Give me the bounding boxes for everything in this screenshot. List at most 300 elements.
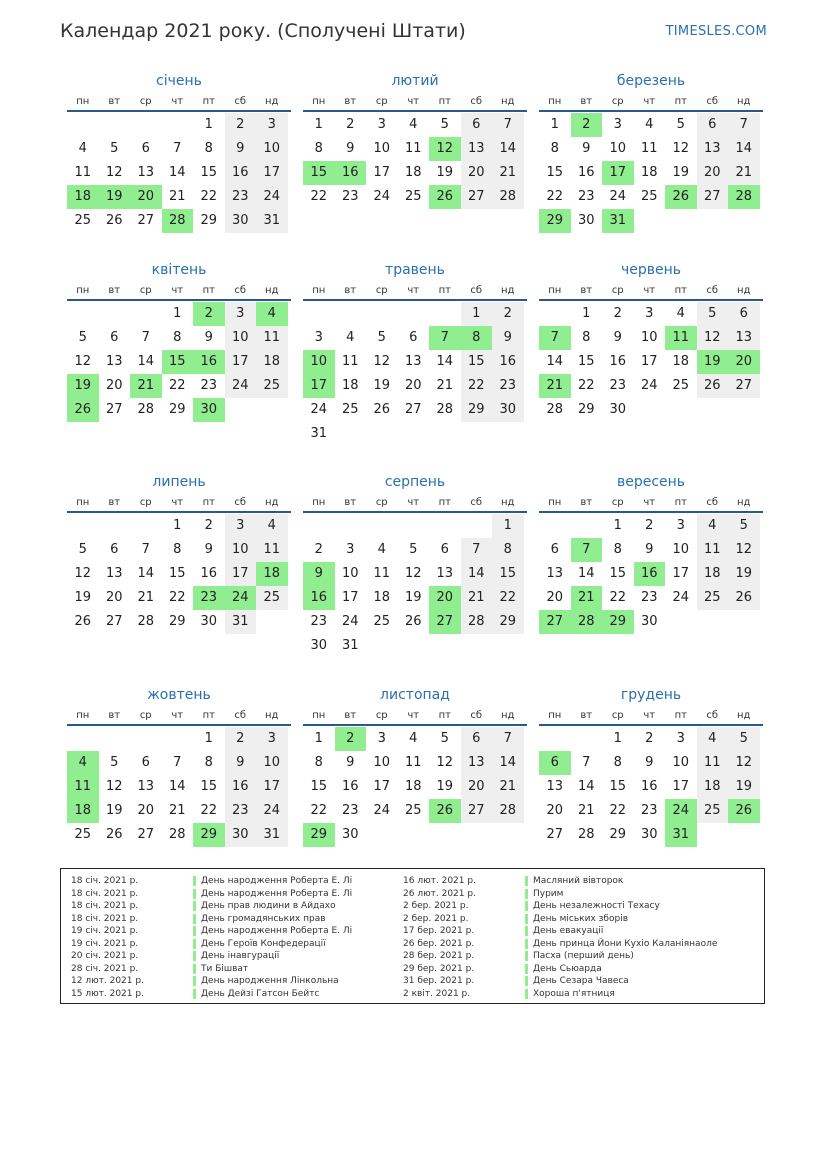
month-4: [67, 261, 291, 422]
empty-cell: [99, 113, 131, 137]
day: 29: [492, 610, 524, 634]
month-name: квітень: [151, 262, 207, 278]
weekday-label: ср: [139, 285, 152, 296]
day: 3: [676, 518, 685, 533]
legend-holiday-name: День Героїв Конфедерації: [201, 938, 326, 949]
day: 18: [640, 165, 658, 180]
day: 16: [341, 779, 359, 794]
empty-cell: [571, 514, 603, 538]
day: 19: [728, 775, 760, 799]
weekday-header: [303, 495, 527, 513]
day: 6: [461, 727, 493, 751]
holiday-legend: [60, 868, 765, 1004]
day: 1: [173, 306, 182, 321]
day: 14: [492, 137, 524, 161]
day: 27: [546, 827, 564, 842]
day: 6: [110, 330, 119, 345]
day: 19: [404, 590, 422, 605]
day: 20: [105, 378, 123, 393]
day: 27: [105, 402, 123, 417]
legend-marker: [525, 926, 528, 936]
day: 10: [225, 326, 257, 350]
weekday-label: сб: [470, 96, 483, 107]
weekday-label: нд: [501, 497, 515, 508]
weekday-label: сб: [706, 497, 719, 508]
day: 22: [546, 189, 564, 204]
day: 31: [225, 610, 257, 634]
empty-cell: [335, 302, 367, 326]
legend-date: 19 січ. 2021 р.: [71, 926, 139, 936]
day: 14: [577, 779, 595, 794]
legend-date: 2 квіт. 2021 р.: [403, 988, 471, 999]
holiday-day: 16: [634, 562, 666, 586]
day: 28: [137, 614, 155, 629]
holiday-day: 15: [162, 350, 194, 374]
day: 17: [672, 566, 690, 581]
weekday-label: нд: [737, 96, 751, 107]
day: 9: [645, 755, 654, 770]
legend-date: 15 лют. 2021 р.: [71, 988, 144, 999]
holiday-day: 21: [539, 374, 571, 398]
day: 30: [640, 827, 658, 842]
day: 11: [256, 538, 288, 562]
day: 24: [341, 614, 359, 629]
weekday-label: пн: [548, 497, 562, 508]
day: 18: [672, 354, 690, 369]
day: 16: [492, 350, 524, 374]
day: 3: [314, 330, 323, 345]
day: 20: [697, 161, 729, 185]
legend-marker: [525, 914, 528, 924]
legend-row: [403, 900, 717, 913]
legend-column-2: [403, 875, 717, 1000]
day: 15: [200, 779, 218, 794]
legend-date: 20 січ. 2021 р.: [71, 951, 139, 961]
day: 1: [492, 514, 524, 538]
day: 10: [672, 542, 690, 557]
day: 3: [645, 306, 654, 321]
day: 1: [613, 518, 622, 533]
day: 15: [546, 165, 564, 180]
day: 22: [310, 189, 328, 204]
day-grid: [303, 302, 527, 446]
day: 29: [577, 402, 595, 417]
day: 28: [436, 402, 454, 417]
day: 9: [204, 542, 213, 557]
day: 11: [341, 354, 359, 369]
day: 1: [204, 117, 213, 132]
day: 20: [404, 378, 422, 393]
day: 17: [373, 779, 391, 794]
legend-date: 26 лют. 2021 р.: [403, 888, 476, 899]
day: 16: [200, 566, 218, 581]
holiday-day: 18: [67, 799, 99, 823]
empty-cell: [303, 302, 335, 326]
legend-marker: [193, 901, 196, 911]
page-title: Календар 2021 року. (Сполучені Штати): [60, 20, 466, 42]
empty-cell: [67, 514, 99, 538]
day: 3: [225, 302, 257, 326]
empty-cell: [67, 113, 99, 137]
day: 26: [105, 827, 123, 842]
day: 23: [200, 378, 218, 393]
holiday-day: 19: [67, 374, 99, 398]
day: 5: [409, 542, 418, 557]
day: 16: [609, 354, 627, 369]
weekday-label: чт: [407, 497, 420, 508]
weekday-label: ср: [375, 710, 388, 721]
day: 6: [697, 113, 729, 137]
weekday-label: пт: [674, 710, 687, 721]
empty-cell: [539, 514, 571, 538]
legend-row: [403, 913, 717, 926]
day-grid: [67, 113, 291, 233]
day: 19: [436, 165, 454, 180]
legend-date: 16 лют. 2021 р.: [403, 876, 476, 886]
brand-link[interactable]: TIMESLES.COM: [665, 24, 767, 39]
day: 21: [577, 803, 595, 818]
day: 23: [640, 590, 658, 605]
day: 25: [373, 614, 391, 629]
month-6: [539, 261, 763, 422]
day: 5: [676, 117, 685, 132]
day: 14: [492, 751, 524, 775]
day: 10: [672, 755, 690, 770]
day: 7: [492, 727, 524, 751]
weekday-label: нд: [737, 497, 751, 508]
weekday-label: вт: [344, 497, 357, 508]
holiday-day: 27: [429, 610, 461, 634]
weekday-label: вт: [108, 497, 121, 508]
weekday-label: вт: [344, 710, 357, 721]
day: 26: [373, 402, 391, 417]
holiday-day: 7: [571, 538, 603, 562]
day: 2: [645, 518, 654, 533]
month-name: лютий: [391, 73, 439, 89]
day: 13: [461, 751, 493, 775]
day: 18: [341, 378, 359, 393]
day: 3: [676, 731, 685, 746]
day: 8: [582, 330, 591, 345]
legend-date: 26 бер. 2021 р.: [403, 938, 475, 949]
day: 16: [640, 779, 658, 794]
day: 14: [436, 354, 454, 369]
month-name: червень: [620, 262, 682, 278]
day: 1: [550, 117, 559, 132]
holiday-day: 4: [256, 302, 288, 326]
day: 2: [225, 113, 257, 137]
legend-holiday-name: Пурим: [533, 888, 564, 899]
day: 7: [141, 330, 150, 345]
month-8: [303, 473, 527, 658]
weekday-label: вт: [344, 285, 357, 296]
legend-marker: [525, 876, 528, 886]
day: 9: [204, 330, 213, 345]
holiday-day: 28: [571, 610, 603, 634]
empty-cell: [366, 514, 398, 538]
day: 13: [137, 165, 155, 180]
legend-row: [71, 938, 352, 951]
weekday-label: нд: [501, 285, 515, 296]
day: 30: [225, 209, 257, 233]
weekday-header: [67, 495, 291, 513]
day: 24: [256, 185, 288, 209]
day: 11: [404, 141, 422, 156]
day: 12: [105, 165, 123, 180]
legend-date: 12 лют. 2021 р.: [71, 976, 144, 986]
day-grid: [539, 727, 763, 847]
empty-cell: [162, 727, 194, 751]
month-10: [67, 686, 291, 847]
empty-cell: [539, 302, 571, 326]
day: 20: [461, 161, 493, 185]
weekday-label: пн: [76, 710, 90, 721]
day: 20: [546, 803, 564, 818]
day: 26: [105, 213, 123, 228]
day: 24: [640, 378, 658, 393]
weekday-header: [67, 283, 291, 301]
holiday-day: 30: [193, 398, 225, 422]
day: 9: [346, 141, 355, 156]
weekday-label: нд: [265, 285, 279, 296]
weekday-header: [303, 94, 527, 112]
weekday-label: нд: [737, 285, 751, 296]
day: 22: [609, 590, 627, 605]
legend-holiday-name: День евакуації: [533, 926, 604, 936]
legend-date: 28 бер. 2021 р.: [403, 951, 475, 961]
month-name: липень: [152, 474, 206, 490]
day: 14: [168, 165, 186, 180]
empty-cell: [130, 727, 162, 751]
legend-marker: [525, 939, 528, 949]
holiday-day: 9: [303, 562, 335, 586]
legend-row: [403, 925, 717, 938]
day: 29: [200, 213, 218, 228]
day: 13: [436, 566, 454, 581]
weekday-label: ср: [611, 710, 624, 721]
day: 28: [546, 402, 564, 417]
day-grid: [67, 302, 291, 422]
weekday-label: ср: [139, 96, 152, 107]
holiday-day: 15: [303, 161, 335, 185]
day: 18: [256, 350, 288, 374]
weekday-label: вт: [580, 96, 593, 107]
holiday-day: 20: [728, 350, 760, 374]
day: 4: [346, 330, 355, 345]
day: 8: [314, 755, 323, 770]
weekday-label: вт: [580, 497, 593, 508]
day: 5: [78, 330, 87, 345]
weekday-header: [67, 94, 291, 112]
weekday-label: нд: [265, 710, 279, 721]
day: 8: [173, 542, 182, 557]
day: 10: [256, 137, 288, 161]
day: 30: [609, 402, 627, 417]
holiday-day: 11: [665, 326, 697, 350]
day: 11: [697, 751, 729, 775]
legend-row: [71, 875, 352, 888]
legend-row: [71, 925, 352, 938]
legend-row: [71, 888, 352, 901]
weekday-label: сб: [234, 710, 247, 721]
holiday-day: 2: [571, 113, 603, 137]
day: 5: [377, 330, 386, 345]
day: 22: [609, 803, 627, 818]
day: 27: [137, 827, 155, 842]
day: 5: [78, 542, 87, 557]
weekday-label: пт: [674, 285, 687, 296]
day: 21: [492, 775, 524, 799]
holiday-day: 6: [539, 751, 571, 775]
day: 25: [640, 189, 658, 204]
empty-cell: [99, 727, 131, 751]
day: 27: [404, 402, 422, 417]
day: 6: [440, 542, 449, 557]
legend-date: 18 січ. 2021 р.: [71, 876, 139, 886]
day: 12: [74, 354, 92, 369]
day: 20: [461, 775, 493, 799]
weekday-label: нд: [501, 710, 515, 721]
legend-marker: [525, 889, 528, 899]
day: 14: [546, 354, 564, 369]
day: 15: [310, 779, 328, 794]
day: 22: [168, 378, 186, 393]
day: 21: [168, 803, 186, 818]
legend-date: 18 січ. 2021 р.: [71, 913, 139, 924]
legend-row: [71, 988, 352, 1001]
day: 8: [204, 755, 213, 770]
day: 13: [105, 354, 123, 369]
holiday-day: 29: [303, 823, 335, 847]
day: 13: [697, 137, 729, 161]
day: 16: [225, 775, 257, 799]
day: 1: [314, 117, 323, 132]
day: 12: [436, 755, 454, 770]
day: 20: [137, 803, 155, 818]
legend-date: 19 січ. 2021 р.: [71, 938, 139, 949]
holiday-day: 31: [665, 823, 697, 847]
weekday-label: пн: [312, 710, 326, 721]
day: 9: [582, 141, 591, 156]
weekday-label: пт: [202, 285, 215, 296]
day: 29: [168, 614, 186, 629]
day: 15: [168, 566, 186, 581]
weekday-label: пн: [312, 96, 326, 107]
weekday-header: [539, 283, 763, 301]
holiday-day: 26: [429, 185, 461, 209]
legend-holiday-name: День Сезара Чавеса: [533, 976, 629, 986]
day: 24: [310, 402, 328, 417]
weekday-label: ср: [375, 497, 388, 508]
holiday-day: 16: [193, 350, 225, 374]
legend-holiday-name: День принца Йони Кухіо Каланіянаоле: [533, 938, 718, 949]
legend-row: [71, 975, 352, 988]
day: 27: [137, 213, 155, 228]
empty-cell: [303, 514, 335, 538]
day: 11: [640, 141, 658, 156]
day: 15: [609, 779, 627, 794]
day: 22: [200, 189, 218, 204]
day: 18: [404, 165, 422, 180]
day: 17: [225, 350, 257, 374]
holiday-day: 19: [697, 350, 729, 374]
day: 25: [672, 378, 690, 393]
holiday-day: 7: [429, 326, 461, 350]
legend-holiday-name: День міських зборів: [533, 913, 628, 924]
holiday-day: 23: [193, 586, 225, 610]
day: 3: [377, 731, 386, 746]
day: 6: [110, 542, 119, 557]
day: 11: [373, 566, 391, 581]
holiday-day: 29: [539, 209, 571, 233]
month-3: [539, 72, 763, 233]
day: 23: [492, 374, 524, 398]
day: 12: [672, 141, 690, 156]
holiday-day: 10: [303, 350, 335, 374]
day: 19: [672, 165, 690, 180]
holiday-day: 28: [728, 185, 760, 209]
day: 9: [645, 542, 654, 557]
day: 3: [377, 117, 386, 132]
weekday-label: чт: [643, 497, 656, 508]
legend-marker: [193, 976, 196, 986]
legend-holiday-name: День народження Роберта Е. Лі: [201, 926, 353, 936]
month-name: серпень: [384, 474, 446, 490]
weekday-label: чт: [407, 96, 420, 107]
holiday-day: 18: [67, 185, 99, 209]
day: 8: [492, 538, 524, 562]
weekday-label: сб: [470, 285, 483, 296]
day: 12: [404, 566, 422, 581]
weekday-label: сб: [706, 96, 719, 107]
weekday-label: чт: [407, 710, 420, 721]
day: 30: [577, 213, 595, 228]
holiday-day: 4: [67, 751, 99, 775]
legend-row: [403, 938, 717, 951]
day: 15: [609, 566, 627, 581]
holiday-day: 16: [303, 586, 335, 610]
holiday-day: 2: [193, 302, 225, 326]
holiday-day: 26: [665, 185, 697, 209]
day: 21: [168, 189, 186, 204]
day: 4: [377, 542, 386, 557]
weekday-label: ср: [375, 96, 388, 107]
day: 4: [409, 731, 418, 746]
legend-holiday-name: День народження Роберта Е. Лі: [201, 888, 353, 899]
weekday-header: [539, 94, 763, 112]
day: 23: [577, 189, 595, 204]
day: 1: [314, 731, 323, 746]
holiday-day: 17: [602, 161, 634, 185]
day: 2: [492, 302, 524, 326]
day: 7: [173, 755, 182, 770]
legend-date: 28 січ. 2021 р.: [71, 963, 139, 974]
weekday-label: сб: [234, 96, 247, 107]
weekday-header: [67, 708, 291, 726]
weekday-label: вт: [108, 96, 121, 107]
day: 7: [582, 755, 591, 770]
holiday-day: 2: [335, 727, 367, 751]
weekday-label: пн: [548, 285, 562, 296]
day: 21: [728, 161, 760, 185]
day: 28: [492, 799, 524, 823]
day: 6: [141, 755, 150, 770]
month-5: [303, 261, 527, 446]
day: 2: [204, 518, 213, 533]
weekday-label: вт: [580, 710, 593, 721]
day-grid: [67, 514, 291, 634]
day: 4: [409, 117, 418, 132]
